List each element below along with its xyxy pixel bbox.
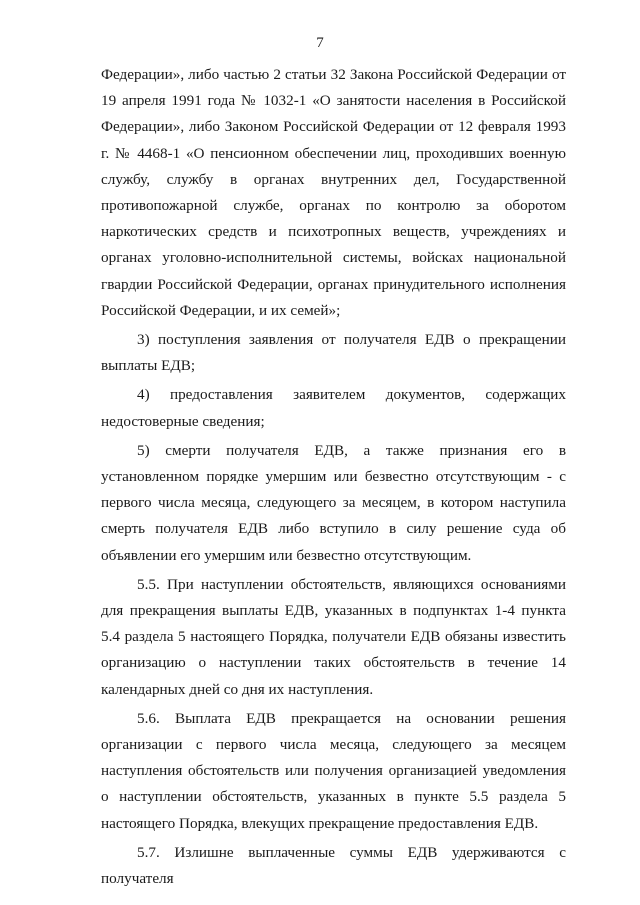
paragraph-continuation: Федерации», либо частью 2 статьи 32 Закона Российской Федерации от 19 апреля 1991 года № 1032-1 «О занятости населения в Российской Федерации», либо Законом Российской Федерации от 12 февраля 1993 г. № 4468-1 «О пенсионном обеспечении лиц, проходивших военную службу, службу в органах внутренних дел, Государственной противопожарной службе, органах по контролю за оборотом наркотических средств и психотропных веществ, учреждениях и органах уголовно-исполнительной системы, войсках национальной гвардии Российской Федерации, органах принудительного исполнения Российской Федерации, и их семей»;	[101, 66, 566, 319]
paragraph-item-4: 4) предоставления заявителем документов, содержащих недостоверные сведения;	[101, 386, 566, 430]
document-body	[101, 62, 566, 892]
paragraph-clause-5-7: 5.7. Излишне выплаченные суммы ЕДВ удерживаются с получателя	[101, 843, 566, 888]
paragraph-clause-5-5: 5.5. При наступлении обстоятельств, являющихся основаниями для прекращения выплаты ЕДВ, указанных в подпунктах 1-4 пункта 5.4 раздела 5 настоящего Порядка, получатели ЕДВ обязаны известить организацию о наступлении таких обстоятельств в течение 14 календарных дней со дня их наступления.	[101, 575, 566, 698]
paragraph-clause-5-6: 5.6. Выплата ЕДВ прекращается на основании решения организации с первого числа месяца, следующего за месяцем наступления обстоятельств или получения организацией уведомления о наступлении обстоятельств, указанных в пункте 5.5 раздела 5 настоящего Порядка, влекущих прекращение предоставления ЕДВ.	[101, 709, 566, 832]
page-number: 7	[316, 35, 324, 51]
paragraph-item-3: 3) поступления заявления от получателя ЕДВ о прекращении выплаты ЕДВ;	[101, 331, 566, 375]
paragraph-item-5: 5) смерти получателя ЕДВ, а также признания его в установленном порядке умершим или безвестно отсутствующим - с первого числа месяца, следующего за месяцем, в котором наступила смерть получателя ЕДВ либо вступило в силу решение суда об объявлении его умершим или безвестно отсутствующим.	[101, 441, 566, 564]
